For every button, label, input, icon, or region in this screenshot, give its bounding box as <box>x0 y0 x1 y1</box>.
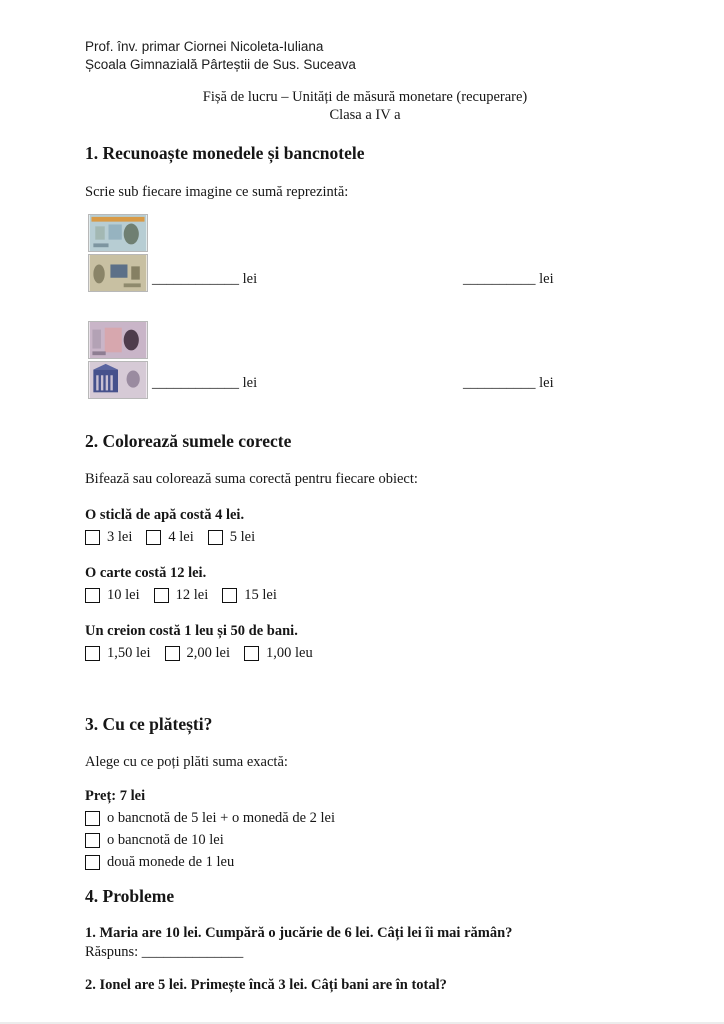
answer-blank-row1-left[interactable]: ____________ lei <box>152 271 258 287</box>
option-label: 4 lei <box>168 529 194 545</box>
banknote-5lei-back-image <box>88 361 148 399</box>
option-label: 10 lei <box>107 587 140 603</box>
item2-prompt: O carte costă 12 lei. <box>85 565 207 581</box>
section1-heading: 1. Recunoaște monedele și bancnotele <box>85 143 365 163</box>
banknote-row-1 <box>85 214 645 296</box>
banknote-stack-2 <box>88 321 148 399</box>
option-label: 12 lei <box>175 587 209 603</box>
price-label: Preț: 7 lei <box>85 788 146 804</box>
section2-instruction: Bifează sau colorează suma corectă pentru fiecare obiect: <box>85 471 418 487</box>
checkbox[interactable] <box>208 530 223 545</box>
document-subtitle: Clasa a IV a <box>329 107 401 123</box>
pay-option-label: o bancnotă de 5 lei + o monedă de 2 lei <box>107 810 336 826</box>
section4-heading: 4. Probleme <box>85 886 175 906</box>
option-label: 5 lei <box>229 529 256 545</box>
document-title: Fișă de lucru – Unități de măsură monetare (recuperare) <box>202 89 528 105</box>
pay-option-label: o bancnotă de 10 lei <box>107 832 224 848</box>
option-label: 1,00 leu <box>266 645 313 661</box>
option <box>165 644 231 663</box>
pay-option-label: două monede de 1 leu <box>107 854 235 870</box>
item1-prompt: O sticlă de apă costă 4 lei. <box>85 507 245 523</box>
item2-options <box>85 586 645 605</box>
section3-instruction: Alege cu ce poți plăti suma exactă: <box>85 754 288 770</box>
checkbox[interactable] <box>85 530 100 545</box>
checkbox[interactable] <box>85 588 100 603</box>
pay-option-3 <box>85 853 645 871</box>
section3-heading: 3. Cu ce plătești? <box>85 714 213 734</box>
option <box>146 528 193 547</box>
option-label: 15 lei <box>244 587 277 603</box>
item3-prompt: Un creion costă 1 leu și 50 de bani. <box>85 623 298 639</box>
section1-instruction: Scrie sub fiecare imagine ce sumă reprezintă: <box>85 184 349 200</box>
checkbox[interactable] <box>154 588 169 603</box>
section2-heading: 2. Colorează sumele corecte <box>85 431 292 451</box>
option <box>244 644 313 663</box>
option-label: 3 lei <box>107 529 133 545</box>
school-name: Școala Gimnazială Pârteștii de Sus. Suceava <box>85 57 356 72</box>
pay-option-2 <box>85 831 645 849</box>
checkbox[interactable] <box>146 530 161 545</box>
pay-option-1 <box>85 809 645 827</box>
problem-2-text: 2. Ionel are 5 lei. Primește încă 3 lei. Câți bani are în total? <box>85 977 447 993</box>
option <box>85 528 132 547</box>
checkbox[interactable] <box>85 646 100 661</box>
checkbox[interactable] <box>222 588 237 603</box>
problem-1-answer-blank[interactable]: Răspuns: ______________ <box>85 944 244 960</box>
checkbox[interactable] <box>85 833 100 848</box>
checkbox[interactable] <box>85 811 100 826</box>
option-label: 1,50 lei <box>107 645 151 661</box>
problem-1-text: 1. Maria are 10 lei. Cumpără o jucărie de 6 lei. Câți lei îi mai rămân? <box>85 925 513 941</box>
checkbox[interactable] <box>244 646 259 661</box>
banknote-stack-1 <box>88 214 148 292</box>
banknote-tan-back-image <box>88 254 148 292</box>
banknote-row-2 <box>85 321 645 400</box>
option-label: 2,00 lei <box>186 645 230 661</box>
checkbox[interactable] <box>85 855 100 870</box>
option <box>85 644 151 663</box>
banknote-blue-front-image <box>88 214 148 252</box>
answer-blank-row1-right[interactable]: __________ lei <box>463 271 554 287</box>
option <box>85 586 140 605</box>
checkbox[interactable] <box>165 646 180 661</box>
answer-blank-row2-left[interactable]: ____________ lei <box>152 375 258 391</box>
page-content <box>85 38 645 994</box>
option <box>222 586 277 605</box>
banknote-5lei-front-image <box>88 321 148 359</box>
option <box>154 586 209 605</box>
item3-options <box>85 644 645 663</box>
option <box>208 528 255 547</box>
item1-options <box>85 528 645 547</box>
teacher-name: Prof. înv. primar Ciornei Nicoleta-Iuliana <box>85 39 324 54</box>
answer-blank-row2-right[interactable]: __________ lei <box>463 375 554 391</box>
